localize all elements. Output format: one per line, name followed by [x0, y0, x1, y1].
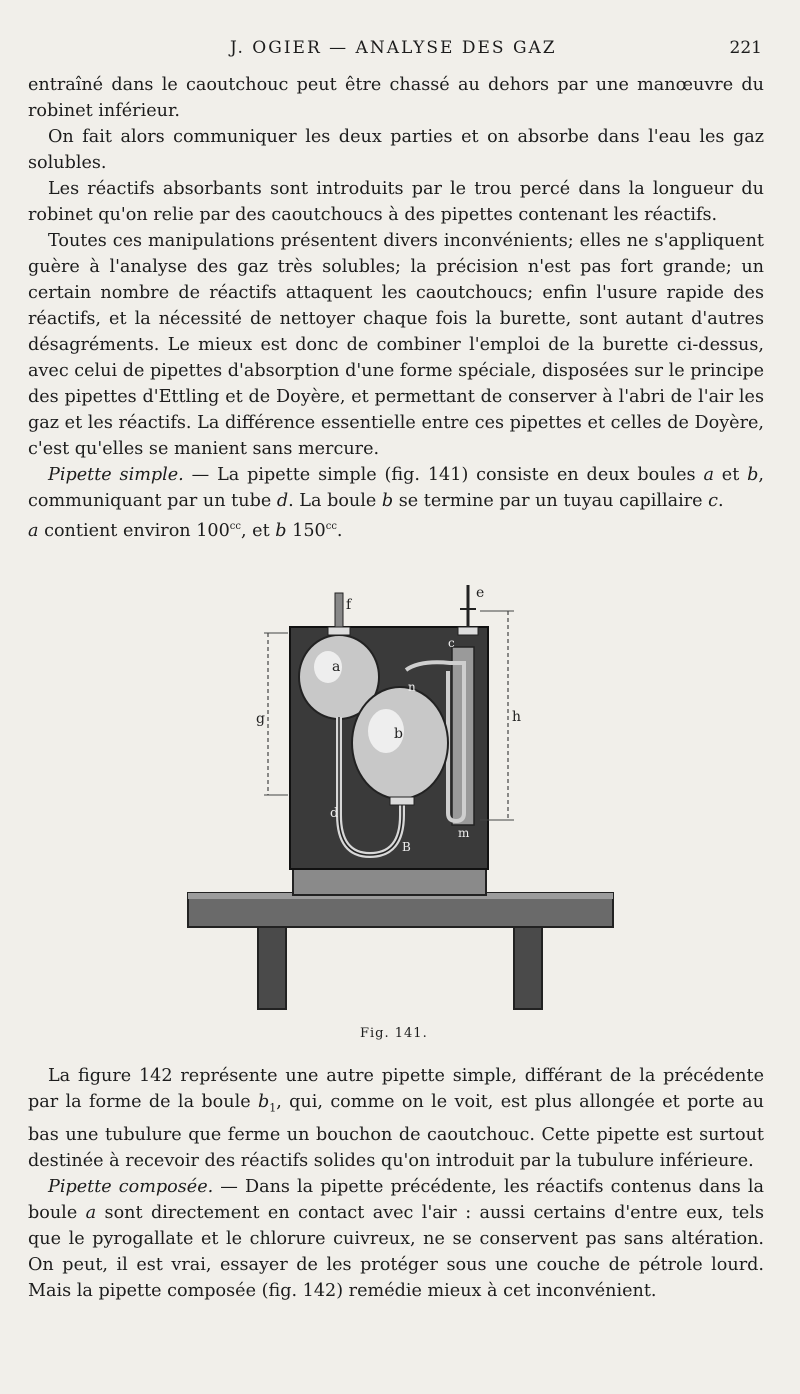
subscript: 1 [269, 1101, 277, 1115]
section-heading: Pipette simple. [48, 465, 184, 485]
paragraph: Toutes ces manipulations présentent divers inconvénients; elles ne s'appliquent guère à l'analyse des gaz très solubles; la précision n'est pas fort grande; un certain nombre de réactifs attaquent les caoutchoucs; enfin l'usure rapide des réactifs, et la nécessité de nettoyer chaque fois la burette, sont autant d'autres désagréments. Le mieux est donc de combiner l'emploi de la burette ci-dessus, avec celui de pipettes d'absorption d'une forme spéciale, disposées sur le principe des pipettes d'Ettling et de Doyère, et permettant de conserver à l'abri de l'air les gaz et les réactifs. La différence essentielle entre ces pipettes et celles de Doyère, c'est qu'elles se manient sans mercure. [28, 231, 764, 459]
bench-leg-right [514, 927, 542, 1009]
var: b [275, 520, 287, 541]
figure-caption: Fig. 141. [360, 1026, 428, 1041]
text-run: . La boule [288, 491, 382, 511]
fig-label: b [394, 726, 403, 742]
body-text-top [28, 72, 764, 544]
var: c [708, 491, 718, 511]
paragraph-pipette-simple [28, 462, 764, 544]
var: a [703, 465, 714, 485]
page-header [0, 38, 800, 64]
text-run: La figure 142 représente une autre pipette simple, différant de la précédente par la forme de la boule [28, 1066, 764, 1112]
var: b [381, 491, 394, 511]
paragraph: Les réactifs absorbants sont introduits par le trou percé dans la longueur du robinet qu'on relie par des caoutchoucs à des pipettes contenant les réactifs. [28, 179, 764, 225]
var: d [276, 491, 289, 511]
fig-label: h [512, 709, 522, 725]
fig-label: e [476, 585, 485, 601]
fig-label: B [402, 840, 411, 854]
page-number: 221 [729, 38, 762, 58]
fig-label: c [448, 636, 455, 650]
text-run: . [717, 491, 724, 511]
text-run: — La pipette simple (fig. 141) consiste en deux boules [183, 465, 704, 485]
text-run: et [713, 465, 748, 485]
text-run: sont directement en contact avec l'air : aussi certains d'entre eux, tels que le pyrogallate et le chlorure cuivreux, ne se conservent pas sans altération. On peut, il est vrai, essayer de les protéger sous une couche de pétrole lourd. Mais la pipette composée (fig. 142) remédie mieux à cet inconvénient. [28, 1202, 764, 1301]
paragraph-pipette-composee [28, 1174, 764, 1304]
text-run: — Dans la pipette précédente, les réactifs contenus dans la boule [28, 1176, 764, 1223]
board-base [293, 867, 486, 895]
text-run: 150 [286, 520, 326, 541]
var: a [28, 520, 39, 541]
text-run: , communiquant par un tube [28, 465, 764, 511]
var: b [747, 465, 759, 485]
fig-label: f [346, 597, 352, 613]
fig-label: a [332, 659, 341, 675]
body-text-bottom [28, 1063, 764, 1304]
fig-label: m [458, 826, 470, 840]
unit: cc [325, 521, 337, 532]
unit: cc [229, 521, 241, 532]
paragraph-continuation: entraîné dans le caoutchouc peut être chassé au dehors par une manœuvre du robinet inférieur. [28, 75, 764, 121]
paragraph-figure-142 [28, 1063, 764, 1174]
var: b [257, 1092, 270, 1112]
text-run: contient environ 100 [38, 520, 230, 541]
var: a [85, 1202, 97, 1223]
fig-label: n [408, 680, 416, 694]
fig-label: d [330, 806, 339, 821]
text-run: , et [241, 520, 276, 541]
fig-label: g [256, 711, 265, 727]
text-run: , qui, comme on le voit, est plus allongée et porte au bas une tubulure que ferme un bouchon de caoutchouc. Cette pipette est surtout destinée à recevoir des réactifs solides qu'on introduit par la tubulure inférieure. [28, 1092, 764, 1171]
bench-leg-left [258, 927, 286, 1009]
running-title: J. OGIER — ANALYSE DES GAZ [230, 38, 557, 58]
figure-pipette-simple [180, 575, 620, 1015]
text-run: se termine par un tuyau capillaire [393, 491, 709, 511]
text-run: . [336, 520, 343, 541]
section-heading: Pipette composée. [48, 1176, 214, 1197]
paragraph: On fait alors communiquer les deux parties et on absorbe dans l'eau les gaz solubles. [28, 127, 764, 173]
